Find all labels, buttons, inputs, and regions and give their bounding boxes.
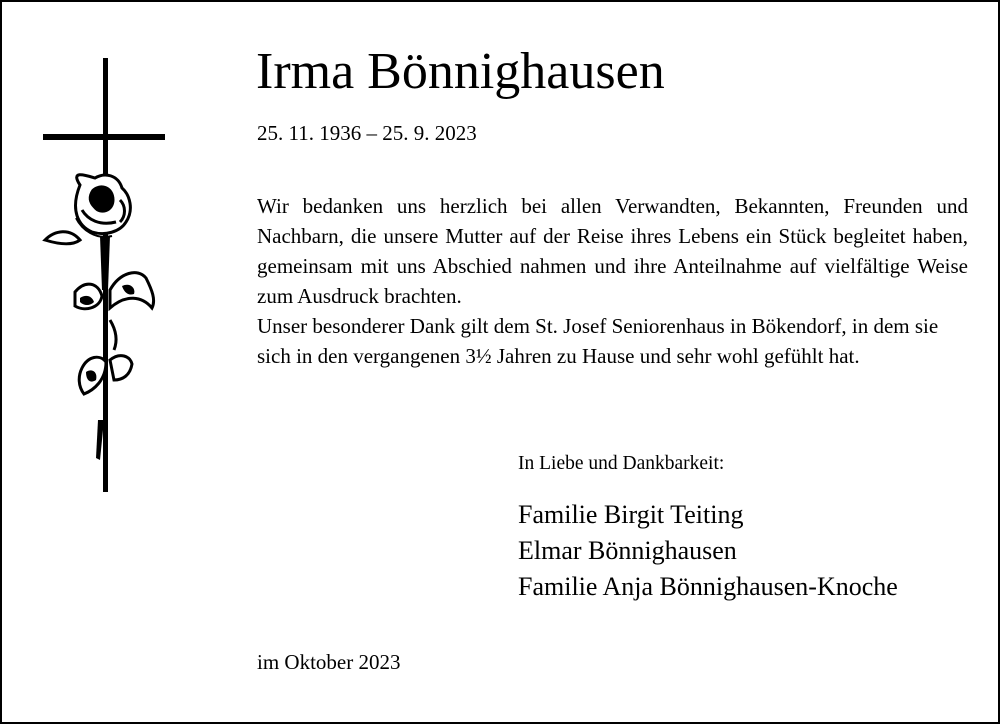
- signers-list: [518, 497, 898, 605]
- paragraph: Unser besonderer Dank gilt dem St. Josef Seniorenhaus in Bökendorf, in dem sie sich in den vergangenen 3½ Jahren zu Hause und sehr wohl gefühlt hat.: [257, 314, 939, 368]
- signer: Familie Anja Bönnighausen-Knoche: [518, 572, 898, 601]
- cross-with-rose-icon: [30, 50, 180, 500]
- life-dates: 25. 11. 1936 – 25. 9. 2023: [257, 121, 477, 145]
- signer: Elmar Bönnighausen: [518, 536, 737, 565]
- closing-phrase: In Liebe und Dankbarkeit:: [518, 453, 725, 474]
- signer: Familie Birgit Teiting: [518, 500, 744, 529]
- thank-you-text: [257, 191, 968, 371]
- paragraph: Wir bedanken uns herzlich bei allen Verwandten, Bekannten, Freunden und Nachbarn, die unsere Mutter auf der Reise ihres Lebens ein Stück begleitet haben, gemeinsam mit uns Abschied nahmen und ihre Anteilnahme auf vielfältige Weise zum Ausdruck brachten.: [257, 194, 968, 308]
- date-line: im Oktober 2023: [257, 650, 401, 674]
- deceased-name: Irma Bönnighausen: [256, 43, 665, 100]
